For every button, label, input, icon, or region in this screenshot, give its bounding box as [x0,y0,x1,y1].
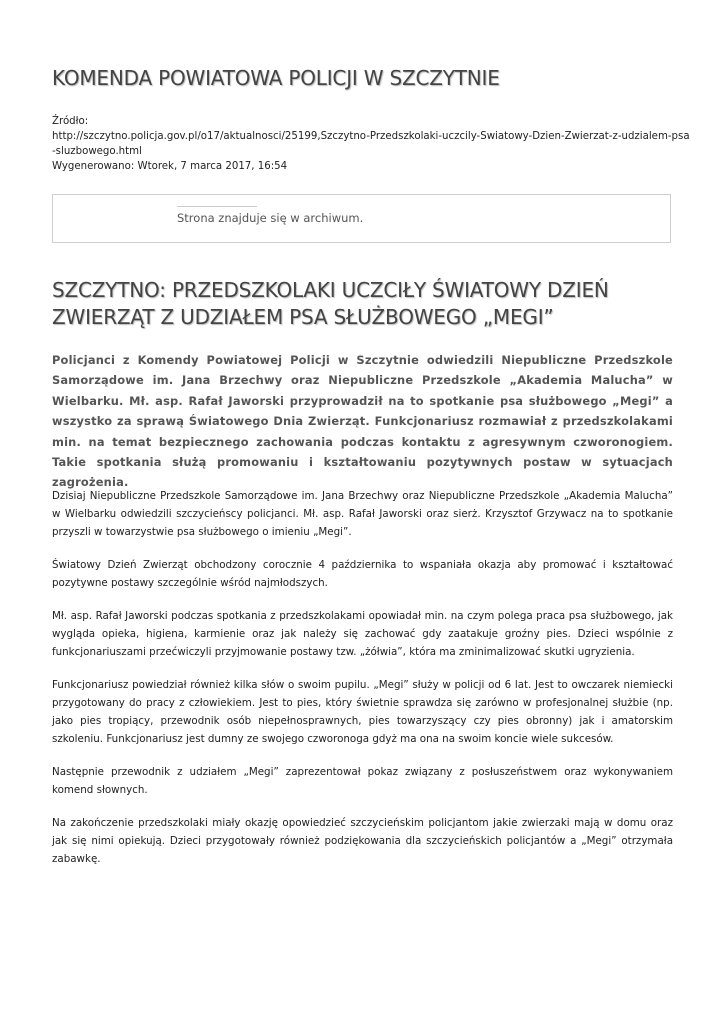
article-body [52,487,673,883]
article-paragraph: Dzisiaj Niepubliczne Przedszkole Samorządowe im. Jana Brzechwy oraz Niepubliczne Przedszkole „Akademia Malucha” w Wielbarku odwiedzili szczycieńscy policjanci. Mł. asp. Rafał Jaworski oraz sierż. Krzysztof Grzywacz na to spotkanie przyszli w towarzystwie psa służbowego o imieniu „Megi”. [52,490,673,538]
site-title: KOMENDA POWIATOWA POLICJI W SZCZYTNIE [52,66,500,90]
source-url-line2: -sluzbowego.html [52,146,142,157]
archive-notice-box [52,194,671,243]
article-paragraph: Światowy Dzień Zwierząt obchodzony corocznie 4 października to wspaniała okazja aby promować i kształtować pozytywne postawy szczególnie wśród najmłodszych. [52,559,673,589]
archive-notice-text: Strona znajduje się w archiwum. [177,211,364,225]
article-lead: Policjanci z Komendy Powiatowej Policji w Szczytnie odwiedzili Niepubliczne Przedszkole Samorządowe im. Jana Brzechwy oraz Niepubliczne Przedszkole „Akademia Malucha” w Wielbarku. Mł. asp. Rafał Jaworski przyprowadził na to spotkanie psa służbowego „Megi” a wszystko za sprawą Światowego Dnia Zwierząt. Funkcjonariusz rozmawiał z przedszkolakami min. na temat bezpiecznego zachowania podczas kontaktu z agresywnym czworonogiem. Takie spotkania służą promowaniu i kształtowaniu pozytywnych postaw w sytuacjach zagrożenia. [52,353,673,490]
article-paragraph: Mł. asp. Rafał Jaworski podczas spotkania z przedszkolakami opowiadał min. na czym polega praca psa służbowego, jak wygląda opieka, higiena, karmienie oraz jak należy się zachować gdy zaatakuje groźny pies. Dzieci wspólnie z funkcjonariuszami przećwiczyli przyjmowanie postawy tzw. „żółwia”, która ma zminimalizować skutki ugryzienia. [52,610,673,658]
article-title: SZCZYTNO: PRZEDSZKOLAKI UCZCIŁY ŚWIATOWY DZIEŃ ZWIERZĄT Z UDZIAŁEM PSA SŁUŻBOWEGO „MEGI” [52,278,609,329]
article-paragraph: Następnie przewodnik z udziałem „Megi” zaprezentował pokaz związany z posłuszeństwem oraz wykonywaniem komend słownych. [52,766,673,796]
article-paragraph: Na zakończenie przedszkolaki miały okazję opowiedzieć szczycieńskim policjantom jakie zwierzaki mają w domu oraz jak się nimi opiekują. Dzieci przygotowały również podziękowania dla szczycieńskich policjantów a „Megi” otrzymała zabawkę. [52,817,673,865]
source-url-line1: http://szczytno.policja.gov.pl/o17/aktualnosci/25199,Szczytno-Przedszkolaki-uczcily-Swiatowy-Dzien-Zwierzat-z-udzialem-psa [52,131,690,142]
source-meta [52,114,690,174]
generated-date: Wygenerowano: Wtorek, 7 marca 2017, 16:54 [52,161,288,172]
archive-divider [177,206,257,207]
article-paragraph: Funkcjonariusz powiedział również kilka słów o swoim pupilu. „Megi” służy w policji od 6 lat. Jest to owczarek niemiecki przygotowany do pracy z człowiekiem. Jest to pies, który świetnie sprawdza się zarówno w profesjonalnej służbie (np. jako pies tropiący, przewodnik osób niepełnosprawnych, pies towarzyszący czy pies obronny) jak i amatorskim szkoleniu. Funkcjonariusz jest dumny ze swojego czworonoga gdyż ma ona na swoim koncie wiele sukcesów. [52,679,673,745]
source-label: Źródło: [52,116,89,127]
